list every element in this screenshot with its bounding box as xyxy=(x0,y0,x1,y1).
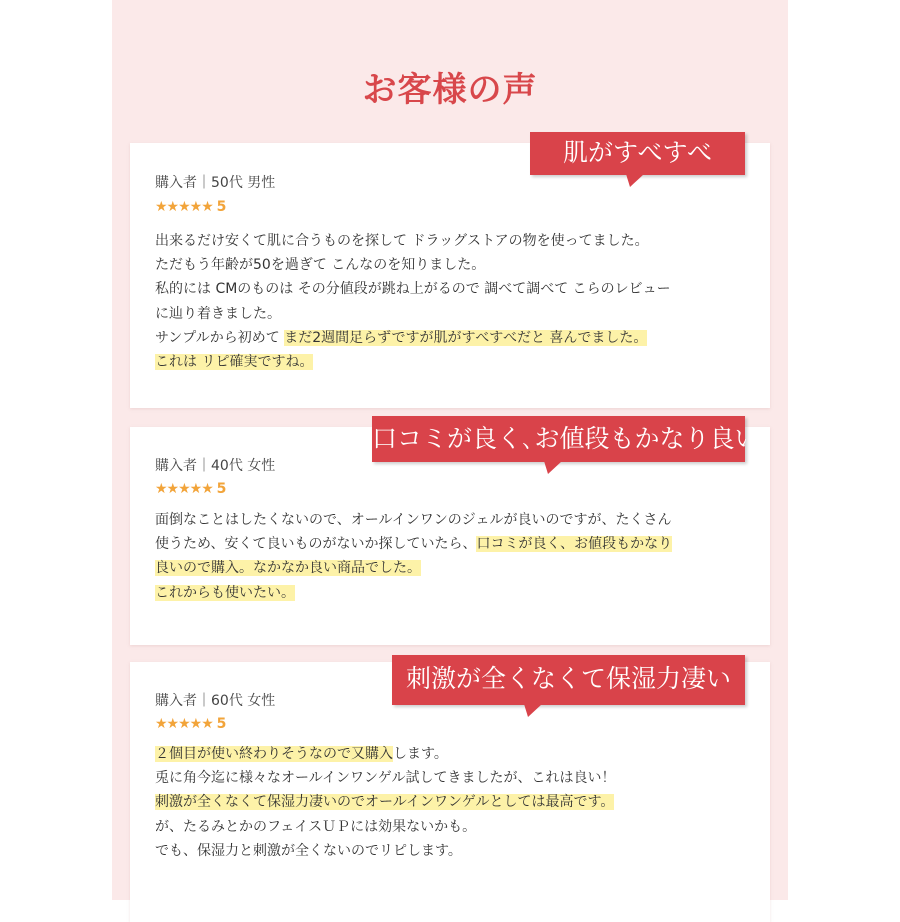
review-line xyxy=(155,350,671,374)
review-line xyxy=(155,326,671,350)
review-body xyxy=(155,229,671,374)
review-text: 出来るだけ安くて肌に合うものを探して ドラッグストアの物を使ってました。 xyxy=(155,233,649,249)
star-rating xyxy=(155,481,225,497)
review-line xyxy=(155,790,615,814)
review-line xyxy=(155,229,671,253)
review-line xyxy=(155,815,615,839)
rating-value: 5 xyxy=(216,199,226,215)
highlighted-text: まだ2週間足らずですが肌がすべすべだと 喜んでました。 xyxy=(284,329,648,346)
review-text: が、たるみとかのフェイスＵＰには効果ないかも。 xyxy=(155,818,477,835)
review-line xyxy=(155,556,672,580)
review-text: に辿り着きました。 xyxy=(155,305,281,322)
speech-tail-icon xyxy=(544,461,562,474)
highlighted-text: 口コミが良く、お値段もかなり xyxy=(476,536,673,553)
star-rating xyxy=(155,199,225,215)
review-headline-badge xyxy=(392,655,745,705)
review-line xyxy=(155,766,615,790)
review-text: ただもう年齢が50を過ぎて こんなのを知りました。 xyxy=(155,257,486,274)
reviewer-info: 購入者｜40代 女性 xyxy=(155,458,276,474)
review-line xyxy=(155,508,672,532)
review-text: でも、保湿力と刺激が全くないのでリピします。 xyxy=(155,842,462,859)
review-line xyxy=(155,742,615,766)
review-text: 面倒なことはしたくないので、オールインワンのジェルが良いのですが、たくさん xyxy=(155,512,672,528)
review-headline: 刺激が全くなくて保湿力凄い xyxy=(405,664,731,693)
review-headline-badge xyxy=(372,416,760,462)
highlighted-text: 刺激が全くなくて保湿力凄いのでオールインワンゲルとしては最高です。 xyxy=(155,794,615,811)
review-line xyxy=(155,532,672,556)
review-text: 使うため、安くて良いものがないか探していたら、 xyxy=(155,536,477,553)
highlighted-text: 良いので購入。なかなか良い商品でした。 xyxy=(155,560,421,577)
reviewer-info: 購入者｜60代 女性 xyxy=(155,693,276,709)
highlighted-text: ２個目が使い終わりそうなので又購入 xyxy=(155,746,393,762)
review-body xyxy=(155,508,672,605)
review-line xyxy=(155,302,671,326)
star-rating xyxy=(155,716,225,732)
review-text: サンプルから初めて xyxy=(155,329,285,346)
stars-icon: ★★★★★ xyxy=(155,199,213,215)
review-headline: 口コミが良く､お値段もかなり良い xyxy=(372,424,760,453)
review-text: 兎に角今迄に様々なオールインワンゲル試してきましたが、これは良い！ xyxy=(155,770,616,787)
review-line xyxy=(155,581,672,605)
review-text: します。 xyxy=(393,746,448,762)
highlighted-text: これからも使いたい。 xyxy=(155,584,295,601)
review-line xyxy=(155,277,671,301)
review-line xyxy=(155,253,671,277)
reviewer-info: 購入者｜50代 男性 xyxy=(155,175,276,191)
speech-tail-icon xyxy=(626,174,644,187)
highlighted-text: これは リピ確実ですね。 xyxy=(155,354,314,371)
review-card xyxy=(130,424,770,645)
rating-value: 5 xyxy=(216,481,226,497)
review-card xyxy=(130,662,770,922)
review-line xyxy=(155,839,615,863)
review-body xyxy=(155,742,615,863)
review-card xyxy=(130,138,770,408)
review-text: 私的には CMのものは その分値段が跳ね上がるので 調べて調べて こらのレビュー xyxy=(155,281,671,298)
section-title: お客様の声 xyxy=(362,70,538,110)
stars-icon: ★★★★★ xyxy=(155,716,213,732)
review-headline-badge xyxy=(530,132,745,175)
rating-value: 5 xyxy=(216,716,226,732)
speech-tail-icon xyxy=(524,704,542,717)
stars-icon: ★★★★★ xyxy=(155,481,213,497)
review-headline: 肌がすべすべ xyxy=(562,138,712,167)
